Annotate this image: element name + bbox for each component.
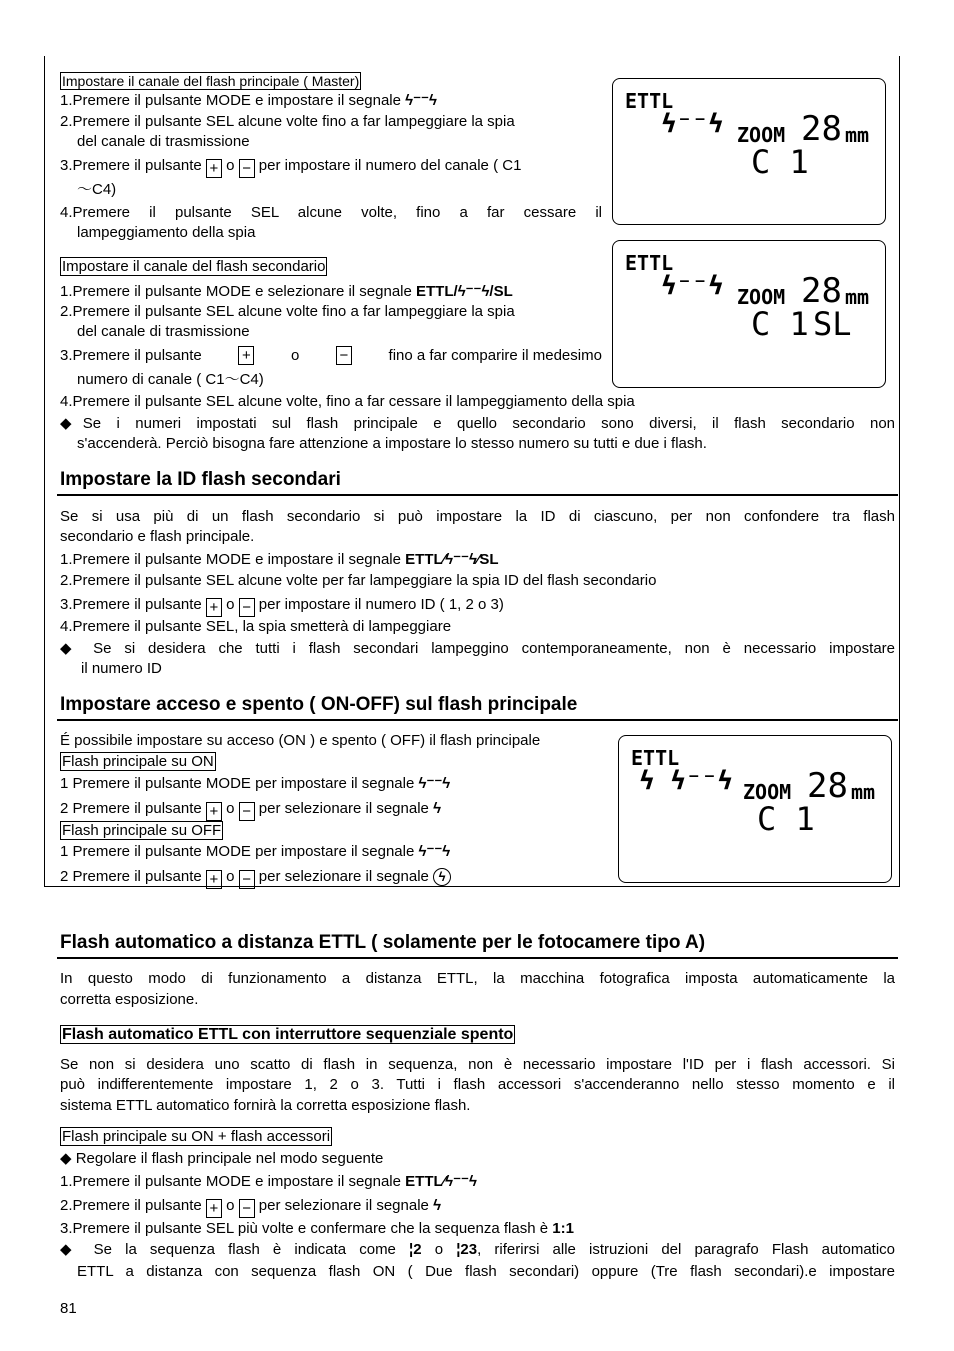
master-step-4b: lampeggiamento della spia — [77, 224, 256, 241]
minus-button-icon: − — [336, 346, 352, 365]
ettl-step-1: 1.Premere il pulsante MODE e impostare il segnale ETTL⁄ϟ⁻⁻ϟ — [60, 1173, 477, 1190]
lcd-ettl: ETTL — [631, 746, 680, 770]
remote-slave-icon: ϟ⁻⁻ϟ/SL — [457, 283, 513, 300]
lcd-display-on — [618, 735, 892, 883]
lcd-channel: C 1 — [751, 143, 809, 181]
lcd-ettl: ETTL — [625, 89, 674, 113]
master-step-3: 3.Premere il pulsante + o − per impostare il numero del canale ( C1 — [60, 157, 522, 177]
lcd-zoom-value: 28 — [801, 109, 842, 149]
plus-button-icon: + — [206, 159, 222, 178]
slave-step-3: 3.Premere il pulsante + o − fino a far comparire il medesimo — [60, 347, 602, 364]
lcd-remote-master-icon: ϟ⁻⁻ϟ — [661, 109, 724, 139]
off-step-2: 2 Premere il pulsante + o − per selezionare il segnale ϟ — [60, 867, 451, 889]
master-step-2: 2.Premere il pulsante SEL alcune volte fino a far lampeggiare la spia — [60, 113, 515, 130]
flash-off-icon: ϟ — [433, 868, 451, 886]
heading-on-off: Impostare acceso e spento ( ON-OFF) sul flash principale — [60, 694, 578, 715]
slave-step-3b: numero di canale ( C1～C4) — [77, 371, 264, 388]
lcd-zoom: ZOOM — [737, 285, 786, 309]
off-box: Flash principale su OFF — [62, 822, 222, 839]
channel-note-2: s'accenderà. Perciò bisogna fare attenzione a impostare lo stesso numero su tutti e due i flash. — [77, 435, 707, 452]
lcd-unit: mm — [845, 285, 870, 309]
divider — [57, 957, 898, 959]
flash-on-icon: ϟ — [433, 800, 442, 817]
slave-channel-box: Impostare il canale del flash secondario — [62, 258, 326, 275]
channel-note-1: ◆Se i numeri impostati sul flash principale e quello secondario sono diversi, il flash secondario non — [60, 415, 895, 432]
on-box: Flash principale su ON — [62, 753, 214, 770]
master-step-3b: ～C4) — [77, 181, 117, 198]
plus-button-icon: + — [206, 870, 222, 889]
ettl-note-1: ◆ Se la sequenza flash è indicata come ¦2 o ¦23, riferirsi alle istruzioni del paragrafo Flash automatico — [60, 1241, 896, 1258]
slave-step-4: 4.Premere il pulsante SEL alcune volte, fino a far cessare il lampeggiamento della spia — [60, 393, 635, 410]
minus-button-icon: − — [239, 1199, 255, 1218]
lcd-flash-on-remote-icon: ϟ ϟ⁻⁻ϟ — [639, 766, 733, 796]
plus-button-icon: + — [206, 598, 222, 617]
off-step-1: 1 Premere il pulsante MODE per impostare il segnale ϟ⁻⁻ϟ — [60, 843, 451, 860]
slave-step-2b: del canale di trasmissione — [77, 323, 250, 340]
minus-button-icon: − — [239, 159, 255, 178]
ettl-bullet: ◆ Regolare il flash principale nel modo seguente — [60, 1150, 384, 1167]
master-step-2b: del canale di trasmissione — [77, 133, 250, 150]
ettl-step-2: 2.Premere il pulsante + o − per selezionare il segnale ϟ — [60, 1197, 442, 1217]
remote-master-icon: ⁄ϟ⁻⁻ϟ — [442, 1173, 477, 1190]
ettl-step-3: 3.Premere il pulsante SEL più volte e confermare che la sequenza flash è 1:1 — [60, 1220, 574, 1237]
lcd-zoom-value: 28 — [807, 766, 848, 806]
lcd-display-slave — [612, 240, 886, 388]
divider — [57, 494, 898, 496]
slave-id-step-4: 4.Premere il pulsante SEL, la spia smetterà di lampeggiare — [60, 618, 452, 635]
lcd-channel: C 1 — [751, 305, 809, 343]
on-step-1: 1 Premere il pulsante MODE per impostare il segnale ϟ⁻⁻ϟ — [60, 775, 451, 792]
slave-id-step-1: 1.Premere il pulsante MODE e impostare il segnale ETTL⁄ϟ⁻⁻ϟ⁄SL — [60, 551, 499, 568]
heading-ettl-remote: Flash automatico a distanza ETTL ( solamente per le fotocamere tipo A) — [60, 932, 706, 953]
slave-id-step-2: 2.Premere il pulsante SEL alcune volte per far lampeggiare la spia ID del flash secondario — [60, 572, 657, 589]
on-off-intro: É possibile impostare su acceso (ON ) e spento ( OFF) il flash principale — [60, 732, 541, 749]
remote-master-icon: ϟ⁻⁻ϟ — [418, 843, 451, 860]
minus-button-icon: − — [239, 870, 255, 889]
plus-button-icon: + — [206, 1199, 222, 1218]
ettl-box2: Flash principale su ON + flash accessori — [62, 1128, 331, 1145]
slave-id-step-3: 3.Premere il pulsante + o − per impostare il numero ID ( 1, 2 o 3) — [60, 596, 504, 616]
slave-step-2: 2.Premere il pulsante SEL alcune volte fino a far lampeggiare la spia — [60, 303, 515, 320]
master-step-4: 4.Premere il pulsante SEL alcune volte, fino a far cessare il — [60, 204, 602, 221]
lcd-zoom-value: 28 — [801, 271, 842, 311]
ettl-note-2: ETTL a distanza con sequenza flash ON ( Due flash secondari) oppure (Tre flash secondari).e impostare — [77, 1263, 895, 1280]
master-channel-box: Impostare il canale del flash principale ( Master) — [62, 73, 360, 89]
slave-step-1: 1.Premere il pulsante MODE e selezionare il segnale ETTL/ϟ⁻⁻ϟ/SL — [60, 283, 513, 300]
ettl-intro-2: corretta esposizione. — [60, 991, 199, 1008]
master-step-1: 1.Premere il pulsante MODE e impostare il segnale ϟ⁻⁻ϟ — [60, 92, 437, 109]
remote-master-icon: ϟ⁻⁻ϟ — [418, 775, 451, 792]
lcd-unit: mm — [845, 123, 870, 147]
plus-button-icon: + — [238, 346, 254, 365]
heading-slave-id: Impostare la ID flash secondari — [60, 469, 341, 490]
lcd-display-master — [612, 78, 886, 225]
remote-master-icon: ϟ⁻⁻ϟ — [405, 92, 437, 109]
slave-id-note-1: ◆ Se si desidera che tutti i flash secondari lampeggino contemporaneamente, non è necessario impostare — [60, 640, 895, 657]
lcd-slave: SL — [813, 305, 852, 343]
frame-right — [899, 56, 900, 886]
lcd-remote-icon: ϟ⁻⁻ϟ — [661, 271, 724, 301]
on-step-2: 2 Premere il pulsante + o − per selezionare il segnale ϟ — [60, 800, 442, 820]
lcd-ettl: ETTL — [625, 251, 674, 275]
slave-id-intro-1: Se si usa più di un flash secondario si può impostare la ID di ciascuno, per non confondere tra flash — [60, 508, 895, 525]
remote-slave-icon: ⁄ϟ⁻⁻ϟ⁄SL — [442, 551, 499, 568]
slave-id-note-2: il numero ID — [81, 660, 162, 677]
ettl-intro-1: In questo modo di funzionamento a distanza ETTL, la macchina fotografica imposta automaticamente la — [60, 970, 895, 987]
plus-button-icon: + — [206, 802, 222, 821]
frame-left — [44, 56, 45, 886]
divider — [57, 719, 898, 721]
lcd-unit: mm — [851, 780, 876, 804]
sequence-123-icon: ¦23 — [456, 1241, 478, 1258]
ettl-p2: può indifferentemente impostare 1, 2 o 3. Tutti i flash accessori s'accenderanno nello stesso momento e il — [60, 1076, 895, 1093]
lcd-channel: C 1 — [757, 800, 815, 838]
ettl-p3: sistema ETTL automatico fornirà la corretta esposizione flash. — [60, 1097, 471, 1114]
minus-button-icon: − — [239, 598, 255, 617]
ettl-sub-box: Flash automatico ETTL con interruttore sequenziale spento — [62, 1026, 514, 1043]
lcd-zoom: ZOOM — [737, 123, 786, 147]
flash-on-icon: ϟ — [433, 1197, 442, 1214]
minus-button-icon: − — [239, 802, 255, 821]
slave-id-intro-2: secondario e flash principale. — [60, 528, 255, 545]
page-number: 81 — [60, 1300, 77, 1317]
sequence-12-icon: ¦2 — [409, 1241, 422, 1258]
ettl-p1: Se non si desidera uno scatto di flash in sequenza, non è necessario impostare l'ID per i flash accessori. Si — [60, 1056, 895, 1073]
lcd-zoom: ZOOM — [743, 780, 792, 804]
